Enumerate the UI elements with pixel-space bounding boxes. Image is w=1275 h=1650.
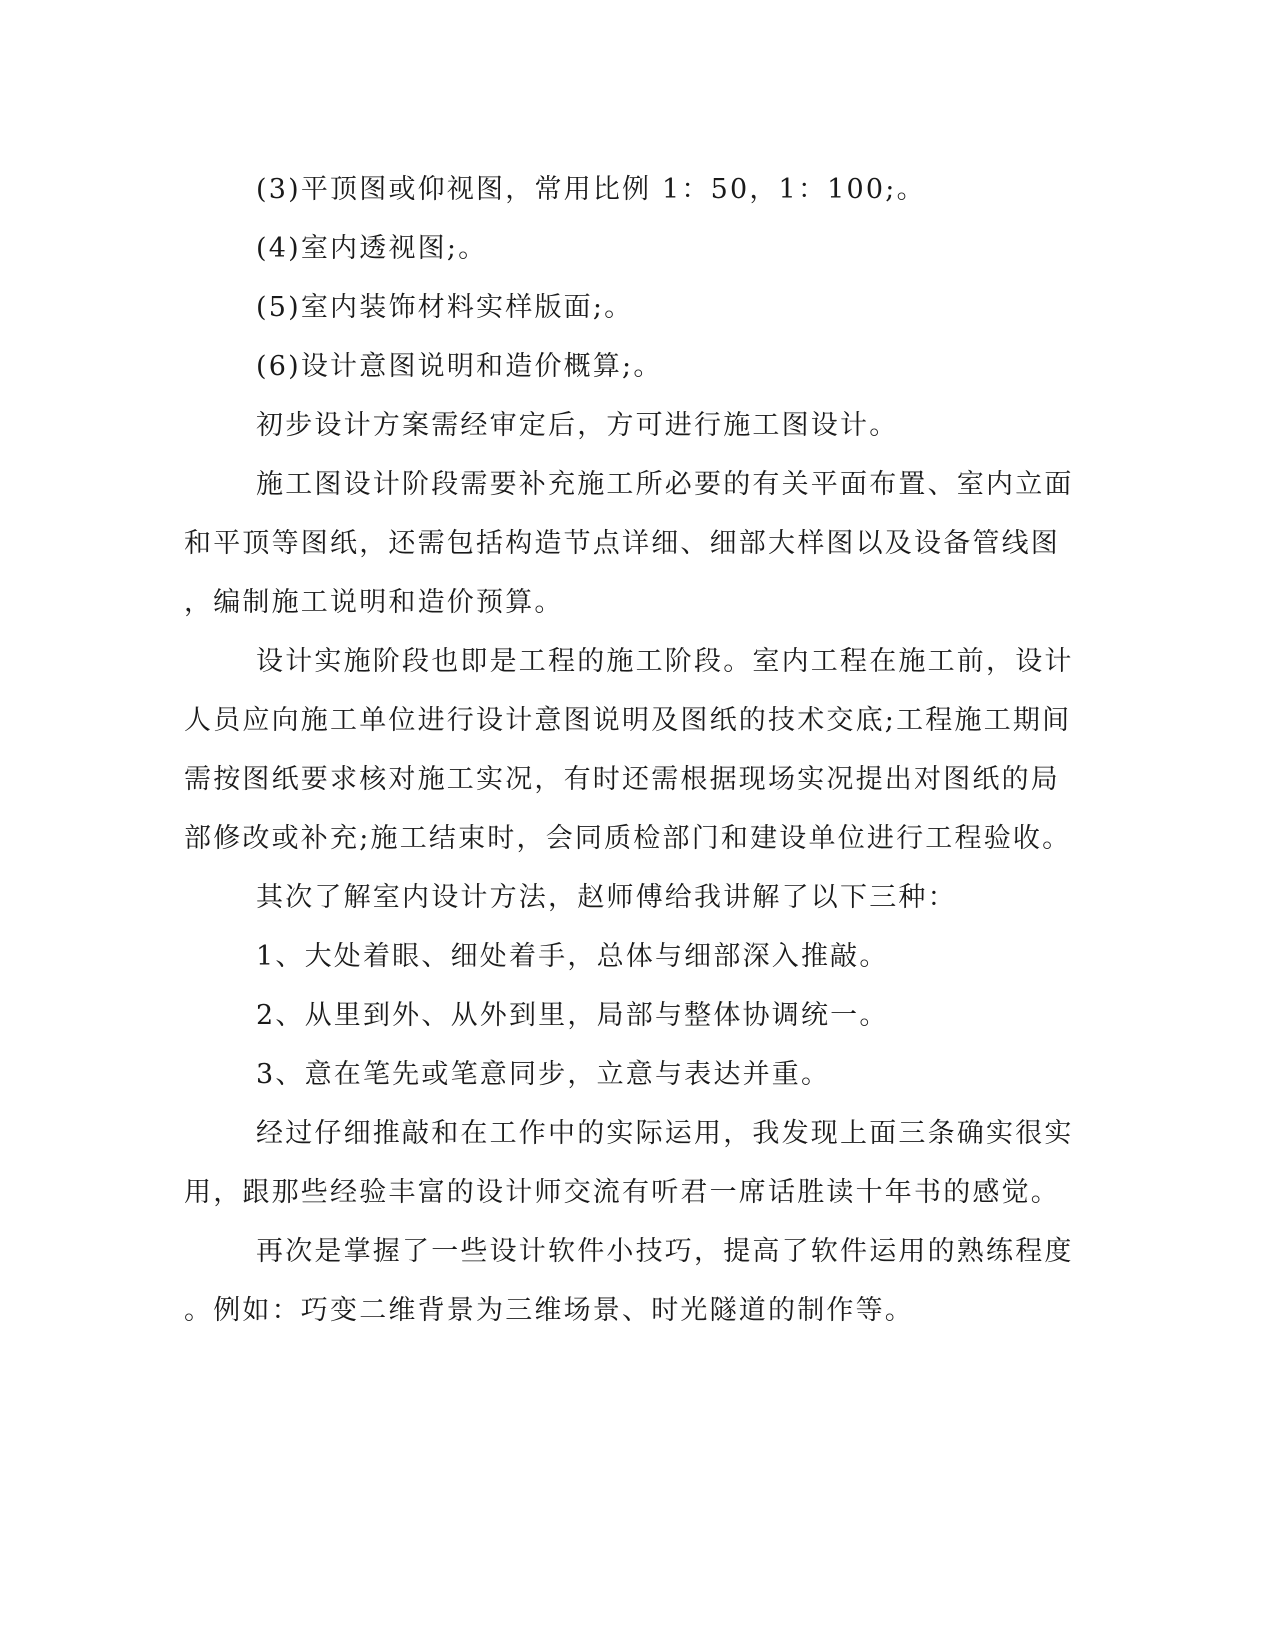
text-line: 2、从里到外、从外到里，局部与整体协调统一。	[256, 1000, 889, 1031]
body-text	[184, 160, 1074, 1340]
text-line: 部修改或补充;施工结束时，会同质检部门和建设单位进行工程验收。	[184, 823, 1072, 854]
list-item-method-2	[184, 986, 1064, 1045]
text-line: 需按图纸要求核对施工实况，有时还需根据现场实况提出对图纸的局	[184, 764, 1060, 795]
paragraph-implementation-stage	[184, 632, 1074, 868]
text-line: 初步设计方案需经审定后，方可进行施工图设计。	[256, 410, 899, 441]
paragraph-design-intent	[184, 337, 1064, 396]
list-item-method-1	[184, 927, 1064, 986]
list-item-method-3	[184, 1045, 1064, 1104]
text-line: 和平顶等图纸，还需包括构造节点详细、细部大样图以及设备管线图	[184, 528, 1060, 559]
paragraph-perspective	[184, 219, 1064, 278]
text-line: 用，跟那些经验丰富的设计师交流有听君一席话胜读十年书的感觉。	[184, 1177, 1060, 1208]
text-line: 人员应向施工单位进行设计意图说明及图纸的技术交底;工程施工期间	[184, 705, 1072, 736]
paragraph-software-skills	[184, 1222, 1074, 1340]
text-line: ，编制施工说明和造价预算。	[184, 587, 564, 618]
paragraph-preliminary-approval	[184, 396, 1064, 455]
text-line: (3)平顶图或仰视图，常用比例 1：50，1：100;。	[256, 174, 926, 205]
text-line: 施工图设计阶段需要补充施工所必要的有关平面布置、室内立面	[256, 469, 1074, 500]
text-line: 经过仔细推敲和在工作中的实际运用，我发现上面三条确实很实	[256, 1118, 1074, 1149]
text-line: 再次是掌握了一些设计软件小技巧，提高了软件运用的熟练程度	[256, 1236, 1074, 1267]
paragraph-material-board	[184, 278, 1064, 337]
text-line: 。例如：巧变二维背景为三维场景、时光隧道的制作等。	[184, 1295, 914, 1326]
text-line: (5)室内装饰材料实样版面;。	[256, 292, 634, 323]
text-line: (4)室内透视图;。	[256, 233, 488, 264]
paragraph-ceiling-plan	[184, 160, 1064, 219]
text-line: 设计实施阶段也即是工程的施工阶段。室内工程在施工前，设计	[256, 646, 1074, 677]
paragraph-construction-drawings	[184, 455, 1074, 632]
text-line: 其次了解室内设计方法，赵师傅给我讲解了以下三种：	[256, 882, 957, 913]
text-line: 1、大处着眼、细处着手，总体与细部深入推敲。	[256, 941, 889, 972]
text-line: (6)设计意图说明和造价概算;。	[256, 351, 663, 382]
paragraph-design-methods-intro	[184, 868, 1064, 927]
text-line: 3、意在笔先或笔意同步，立意与表达并重。	[256, 1059, 831, 1090]
paragraph-practical-use	[184, 1104, 1074, 1222]
